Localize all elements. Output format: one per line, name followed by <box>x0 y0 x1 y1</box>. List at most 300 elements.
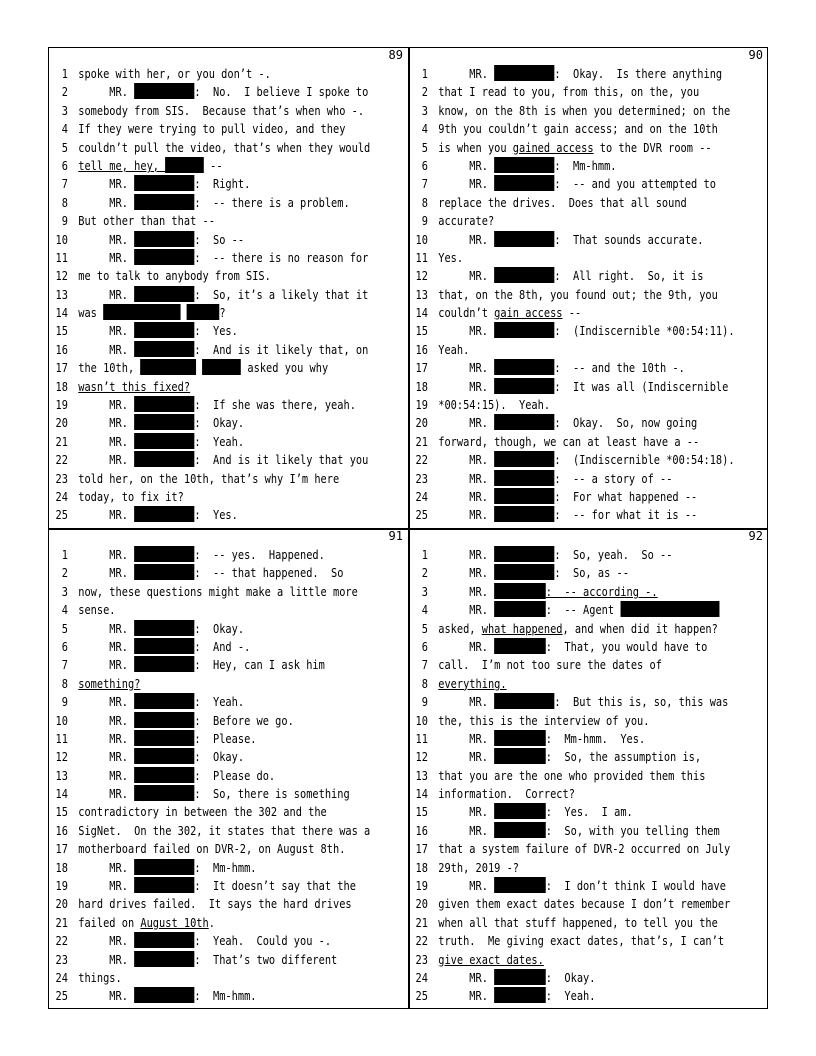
transcript-line <box>409 341 719 359</box>
transcript-line <box>49 157 359 175</box>
text-segment: something? <box>78 676 141 691</box>
transcript-line <box>409 433 719 451</box>
text-segment: : -- for what it is -- <box>554 508 698 523</box>
line-text <box>68 341 368 359</box>
transcript-line <box>409 139 719 157</box>
redaction-block <box>494 506 554 522</box>
transcript-line <box>49 120 359 138</box>
text-segment: MR. <box>78 989 135 1004</box>
text-segment: contradictory in between the 302 and the <box>78 805 327 820</box>
line-text <box>428 859 519 877</box>
text-segment: MR. <box>438 416 495 431</box>
line-number: 2 <box>421 566 428 581</box>
text-segment: given them exact dates because I don’t remember <box>438 897 731 912</box>
transcript-line <box>49 601 359 619</box>
line-number: 22 <box>55 934 68 949</box>
text-segment: MR. <box>438 879 495 894</box>
text-segment: MR. <box>438 695 495 710</box>
transcript-line <box>49 895 359 913</box>
redaction-block <box>134 396 194 412</box>
line-text <box>428 414 697 432</box>
line-number: 8 <box>421 195 428 210</box>
line-text <box>68 712 294 730</box>
text-segment: : -- a story of -- <box>554 471 673 486</box>
line-text <box>68 895 352 913</box>
line-number: 17 <box>55 361 68 376</box>
text-segment: : That sounds accurate. <box>554 232 704 247</box>
text-segment: : Yes. I am. <box>545 805 633 820</box>
line-text <box>68 822 370 840</box>
transcript-line <box>409 322 735 340</box>
line-text <box>428 969 596 987</box>
text-segment: : So, the assumption is, <box>545 750 702 765</box>
line-text <box>428 157 617 175</box>
line-number: 8 <box>421 676 428 691</box>
transcript-line <box>49 341 369 359</box>
line-number: 24 <box>415 970 428 985</box>
line-text <box>68 120 345 138</box>
text-segment: MR. <box>438 232 495 247</box>
transcript-line <box>409 65 723 83</box>
line-number: 1 <box>421 67 428 81</box>
text-segment: -- <box>203 158 223 173</box>
transcript-line <box>49 83 369 101</box>
transcript-line <box>409 564 719 582</box>
text-segment: : -- yes. Happened. <box>194 548 325 562</box>
redaction-block <box>494 822 546 838</box>
redaction-block <box>134 656 194 672</box>
text-segment: MR. <box>438 566 495 581</box>
text-segment: MR. <box>78 713 135 728</box>
text-segment: MR. <box>438 489 495 504</box>
line-number: 2 <box>421 85 428 100</box>
line-number: 23 <box>415 471 428 486</box>
text-segment: MR. <box>78 508 135 523</box>
text-segment: : Okay. Is there anything <box>554 67 723 81</box>
transcript-page-92 <box>409 529 769 1009</box>
text-segment: : That’s two different <box>194 952 338 967</box>
text-segment: MR. <box>78 342 135 357</box>
transcript-line <box>49 433 359 451</box>
text-segment: MR. <box>438 989 495 1004</box>
transcript-line <box>49 414 359 432</box>
line-number: 17 <box>55 842 68 857</box>
line-number: 16 <box>55 823 68 838</box>
transcript-line <box>409 601 719 619</box>
transcript-line <box>49 546 359 564</box>
text-segment: : So, there is something <box>194 787 350 802</box>
line-text <box>428 378 728 396</box>
line-number: 13 <box>415 768 428 783</box>
line-text <box>68 564 344 582</box>
text-segment: MR. <box>438 970 495 985</box>
line-number: 20 <box>55 416 68 431</box>
line-number: 21 <box>415 915 428 930</box>
line-text <box>428 506 697 524</box>
line-text <box>428 359 685 377</box>
text-segment: MR. <box>438 324 495 339</box>
line-number: 20 <box>55 897 68 912</box>
line-number: 14 <box>415 787 428 802</box>
redaction-block <box>140 359 196 375</box>
line-text <box>68 675 140 693</box>
redaction-block <box>134 414 194 430</box>
text-segment: tell me, hey, <box>78 158 166 173</box>
line-number: 6 <box>421 639 428 654</box>
line-text <box>428 914 718 932</box>
transcript-line <box>409 102 731 120</box>
line-text <box>68 785 350 803</box>
text-segment: now, these questions might make a little more <box>78 584 358 599</box>
text-segment: MR. <box>78 750 135 765</box>
transcript-line <box>409 730 719 748</box>
line-text <box>428 139 712 157</box>
text-segment: MR. <box>78 85 135 100</box>
line-number: 18 <box>55 860 68 875</box>
transcript-line <box>409 286 719 304</box>
transcript-line <box>409 175 719 193</box>
text-segment: asked, <box>438 621 482 636</box>
line-number: 9 <box>421 214 428 229</box>
text-segment: MR. <box>438 750 495 765</box>
text-segment: give exact dates. <box>438 952 544 967</box>
text-segment: : -- that happened. So <box>194 566 344 581</box>
transcript-line <box>409 969 719 987</box>
redaction-block <box>494 322 554 338</box>
transcript-line <box>49 194 359 212</box>
text-segment: couldn’t <box>438 306 495 321</box>
transcript-line <box>49 231 359 249</box>
line-number: 18 <box>415 379 428 394</box>
text-segment: : -- according -. <box>545 584 658 599</box>
line-number: 15 <box>55 324 68 339</box>
redaction-block <box>134 748 194 764</box>
line-number: 5 <box>61 621 68 636</box>
line-text <box>68 748 244 766</box>
line-number: 19 <box>55 879 68 894</box>
line-number: 8 <box>61 676 68 691</box>
transcript-line <box>409 546 719 564</box>
line-text <box>428 267 704 285</box>
text-segment: MR. <box>78 548 135 562</box>
page-lines <box>409 65 769 525</box>
redaction-block <box>494 157 554 173</box>
line-number: 13 <box>55 768 68 783</box>
transcript-line <box>49 914 359 932</box>
text-segment: : So, yeah. So -- <box>554 548 673 562</box>
text-segment: MR. <box>78 621 135 636</box>
line-text <box>428 564 629 582</box>
text-segment: replace the drives. Does that all sound <box>438 195 687 210</box>
text-segment: Yes. <box>438 250 464 265</box>
line-text <box>428 488 697 506</box>
line-number: 7 <box>61 658 68 673</box>
text-segment: If they were trying to pull video, and they <box>78 122 346 137</box>
text-segment: August 10th <box>140 915 209 930</box>
text-segment: MR. <box>78 195 135 210</box>
line-text <box>68 359 328 377</box>
transcript-line <box>409 83 719 101</box>
text-segment: MR. <box>78 952 135 967</box>
text-segment: : Mm-hmm. <box>194 860 257 875</box>
line-number: 17 <box>415 361 428 376</box>
line-number: 4 <box>421 603 428 618</box>
transcript-line <box>409 396 719 414</box>
text-segment: : Please. <box>194 731 257 746</box>
text-segment: hard drives failed. It says the hard drives <box>78 897 352 912</box>
text-segment: MR. <box>78 879 135 894</box>
transcript-line <box>409 304 719 322</box>
text-segment: MR. <box>78 731 135 746</box>
transcript-line <box>409 414 719 432</box>
line-text <box>68 840 345 858</box>
text-segment: 9th you couldn’t gain access; and on the 10th <box>438 122 718 137</box>
line-text <box>68 212 215 230</box>
transcript-line <box>409 895 731 913</box>
line-number: 19 <box>415 879 428 894</box>
line-number: 6 <box>421 158 428 173</box>
redaction-block <box>187 304 220 320</box>
text-segment: everything. <box>438 676 507 691</box>
line-text <box>428 620 718 638</box>
text-segment: : For what happened -- <box>554 489 698 504</box>
line-number: 1 <box>61 67 68 81</box>
text-segment: MR. <box>438 471 495 486</box>
redaction-block <box>134 620 194 636</box>
transcript-line <box>49 712 359 730</box>
text-segment: MR. <box>78 232 135 247</box>
line-number: 11 <box>415 250 428 265</box>
line-text <box>68 767 275 785</box>
redaction-block <box>494 730 546 746</box>
text-segment: the, this is the interview of you. <box>438 713 650 728</box>
transcript-line <box>49 378 359 396</box>
line-text <box>68 378 190 396</box>
line-number: 15 <box>55 805 68 820</box>
text-segment: MR. <box>438 453 495 468</box>
line-number: 5 <box>421 621 428 636</box>
line-number: 22 <box>415 934 428 949</box>
text-segment: spoke with her, or you don’t -. <box>78 67 271 81</box>
line-number: 3 <box>421 103 428 118</box>
redaction-block <box>134 564 194 580</box>
line-number: 9 <box>61 214 68 229</box>
text-segment: : -- there is no reason for <box>194 250 369 265</box>
line-text <box>68 859 257 877</box>
text-segment: MR. <box>78 416 135 431</box>
transcript-line <box>409 932 725 950</box>
line-number: 24 <box>55 970 68 985</box>
transcript-page-91 <box>49 529 409 1009</box>
line-text <box>68 433 244 451</box>
line-number: 21 <box>55 915 68 930</box>
line-text <box>428 675 507 693</box>
transcript-line <box>409 249 719 267</box>
transcript-line <box>409 803 719 821</box>
line-number: 13 <box>415 287 428 302</box>
text-segment: MR. <box>78 768 135 783</box>
text-segment: MR. <box>438 548 495 562</box>
text-segment: : No. I believe I spoke to <box>194 85 369 100</box>
text-segment: : And is it likely that, on <box>194 342 369 357</box>
text-segment: MR. <box>438 603 495 618</box>
line-number: 11 <box>415 731 428 746</box>
transcript-line <box>49 620 359 638</box>
text-segment: Yeah. <box>438 342 470 357</box>
line-text <box>68 987 257 1005</box>
line-text <box>68 656 325 674</box>
redaction-block <box>134 785 194 801</box>
transcript-line <box>49 470 359 488</box>
line-number: 3 <box>61 103 68 118</box>
page-number: 92 <box>748 529 763 543</box>
line-number: 15 <box>415 805 428 820</box>
text-segment: gain access <box>494 306 563 321</box>
line-text <box>428 840 730 858</box>
transcript-line <box>409 822 719 840</box>
text-segment: MR. <box>78 658 135 673</box>
redaction-block <box>134 286 194 302</box>
text-segment: : But this is, so, this was <box>554 695 729 710</box>
transcript-line <box>49 102 365 120</box>
text-segment: MR. <box>78 860 135 875</box>
transcript-line <box>49 65 359 83</box>
text-segment: MR. <box>78 695 135 710</box>
line-text <box>428 693 728 711</box>
line-text <box>68 194 350 212</box>
page-number: 91 <box>388 529 403 543</box>
redaction-block <box>494 359 554 375</box>
transcript-line <box>49 730 359 748</box>
redaction-block <box>620 601 719 617</box>
line-number: 10 <box>415 232 428 247</box>
line-number: 23 <box>415 952 428 967</box>
transcript-line <box>49 932 359 950</box>
line-text <box>68 249 368 267</box>
transcript-line <box>49 451 369 469</box>
line-text <box>68 451 368 469</box>
line-text <box>68 157 223 175</box>
line-number: 14 <box>415 306 428 321</box>
line-text <box>68 546 325 564</box>
text-segment: : And -. <box>194 639 251 654</box>
text-segment: that you are the one who provided them this <box>438 768 706 783</box>
text-segment: things. <box>78 970 122 985</box>
line-text <box>428 396 550 414</box>
text-segment: 29th, 2019 -? <box>438 860 520 875</box>
line-number: 20 <box>415 897 428 912</box>
line-text <box>68 322 238 340</box>
text-segment: that, on the 8th, you found out; the 9th, you <box>438 287 718 302</box>
line-number: 3 <box>421 584 428 599</box>
transcript-line <box>409 194 719 212</box>
line-text <box>428 212 494 230</box>
text-segment: MR. <box>438 269 495 284</box>
line-text <box>428 65 722 83</box>
transcript-line <box>49 840 359 858</box>
transcript-page-89 <box>49 48 409 528</box>
line-text <box>428 895 730 913</box>
transcript-line <box>49 951 359 969</box>
text-segment: motherboard failed on DVR-2, on August 8th. <box>78 842 346 857</box>
text-segment: to the DVR room -- <box>593 140 712 155</box>
line-number: 13 <box>55 287 68 302</box>
text-segment: : -- and you attempted to <box>554 177 716 192</box>
line-text <box>68 83 368 101</box>
text-segment: But other than that -- <box>78 214 215 229</box>
text-segment: told her, on the 10th, that’s why I’m here <box>78 471 340 486</box>
redaction-block <box>134 506 194 522</box>
redaction-block <box>134 987 194 1003</box>
line-number: 21 <box>55 434 68 449</box>
line-text <box>428 803 633 821</box>
text-segment: : So, it’s a likely that it <box>194 287 369 302</box>
redaction-block <box>134 730 194 746</box>
text-segment: . <box>208 915 215 930</box>
transcript-line <box>409 767 719 785</box>
redaction-block <box>134 249 194 265</box>
text-segment: MR. <box>78 566 135 581</box>
line-number: 12 <box>55 269 68 284</box>
line-number: 25 <box>55 508 68 523</box>
text-segment: MR. <box>78 934 135 949</box>
redaction-block <box>134 712 194 728</box>
line-text <box>428 304 581 322</box>
line-text <box>68 583 358 601</box>
text-segment: is when you <box>438 140 513 155</box>
text-segment: MR. <box>438 67 495 81</box>
page-lines <box>49 546 409 1006</box>
redaction-block <box>134 638 194 654</box>
transcript-line <box>409 157 719 175</box>
text-segment: MR. <box>438 584 495 599</box>
line-text <box>68 470 339 488</box>
transcript-line <box>409 120 719 138</box>
text-segment: today, to fix it? <box>78 489 184 504</box>
redaction-block <box>494 564 554 580</box>
line-text <box>68 102 364 120</box>
redaction-block <box>134 341 194 357</box>
line-number: 16 <box>55 342 68 357</box>
line-text <box>68 175 250 193</box>
transcript-line <box>409 267 719 285</box>
text-segment: -- <box>562 306 582 321</box>
transcript-line <box>409 859 719 877</box>
line-text <box>68 932 331 950</box>
page-lines <box>49 65 409 525</box>
line-number: 18 <box>55 379 68 394</box>
line-number: 14 <box>55 787 68 802</box>
transcript-line <box>49 767 359 785</box>
redaction-block <box>494 470 554 486</box>
transcript-line <box>409 470 719 488</box>
text-segment: MR. <box>438 731 495 746</box>
redaction-block <box>134 175 194 191</box>
transcript-line <box>49 396 359 414</box>
redaction-block <box>134 877 194 893</box>
line-text <box>428 785 575 803</box>
text-segment: failed on <box>78 915 141 930</box>
text-segment: MR. <box>78 287 135 302</box>
redaction-block <box>134 932 194 948</box>
line-number: 7 <box>421 658 428 673</box>
redaction-block <box>494 414 554 430</box>
transcript-line <box>49 822 371 840</box>
transcript-line <box>409 987 719 1005</box>
transcript-line <box>409 785 719 803</box>
text-segment: : Mm-hmm. Yes. <box>545 731 646 746</box>
line-text <box>68 396 356 414</box>
